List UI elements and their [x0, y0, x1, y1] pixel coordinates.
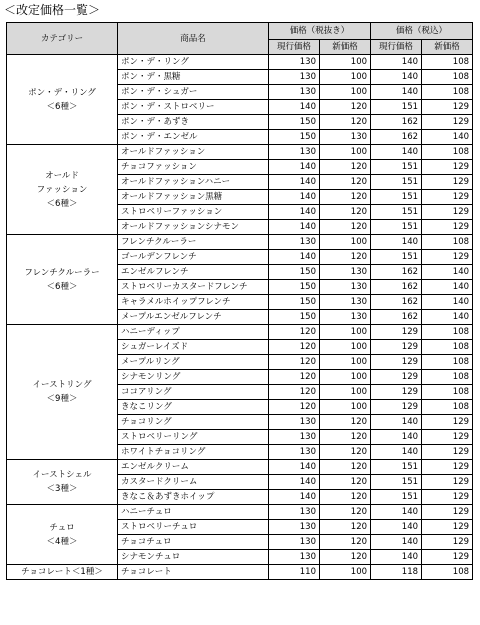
- new-price-excl-cell: 120: [320, 475, 371, 490]
- product-name-cell: ストロベリーカスタードフレンチ: [118, 280, 269, 295]
- new-price-incl-cell: 129: [422, 445, 473, 460]
- current-price-incl-cell: 151: [371, 475, 422, 490]
- current-price-incl-cell: 140: [371, 235, 422, 250]
- product-name-cell: シュガーレイズド: [118, 340, 269, 355]
- current-price-excl-cell: 120: [269, 370, 320, 385]
- header-current-price-excl: 現行価格: [269, 40, 320, 55]
- current-price-excl-cell: 140: [269, 100, 320, 115]
- new-price-excl-cell: 120: [320, 490, 371, 505]
- current-price-excl-cell: 130: [269, 235, 320, 250]
- new-price-incl-cell: 129: [422, 475, 473, 490]
- new-price-incl-cell: 129: [422, 505, 473, 520]
- category-count: ＜4種＞: [46, 536, 78, 547]
- current-price-excl-cell: 150: [269, 280, 320, 295]
- current-price-excl-cell: 140: [269, 460, 320, 475]
- product-name-cell: シナモンチュロ: [118, 550, 269, 565]
- product-name-cell: ポン・デ・シュガー: [118, 85, 269, 100]
- current-price-excl-cell: 130: [269, 550, 320, 565]
- product-name-cell: きなこ＆あずきホイップ: [118, 490, 269, 505]
- current-price-incl-cell: 140: [371, 70, 422, 85]
- category-count: ＜6種＞: [46, 281, 78, 292]
- current-price-excl-cell: 120: [269, 400, 320, 415]
- current-price-incl-cell: 162: [371, 115, 422, 130]
- current-price-excl-cell: 150: [269, 130, 320, 145]
- new-price-incl-cell: 108: [422, 145, 473, 160]
- current-price-excl-cell: 140: [269, 190, 320, 205]
- current-price-incl-cell: 140: [371, 415, 422, 430]
- current-price-excl-cell: 120: [269, 355, 320, 370]
- new-price-excl-cell: 100: [320, 400, 371, 415]
- current-price-excl-cell: 150: [269, 295, 320, 310]
- product-name-cell: カスタードクリーム: [118, 475, 269, 490]
- current-price-incl-cell: 151: [371, 460, 422, 475]
- current-price-incl-cell: 140: [371, 55, 422, 70]
- current-price-excl-cell: 130: [269, 505, 320, 520]
- new-price-excl-cell: 120: [320, 415, 371, 430]
- product-name-cell: ゴールデンフレンチ: [118, 250, 269, 265]
- new-price-excl-cell: 100: [320, 385, 371, 400]
- current-price-incl-cell: 151: [371, 205, 422, 220]
- header-product: 商品名: [118, 23, 269, 55]
- product-name-cell: フレンチクルーラー: [118, 235, 269, 250]
- current-price-excl-cell: 140: [269, 175, 320, 190]
- new-price-incl-cell: 140: [422, 310, 473, 325]
- new-price-excl-cell: 120: [320, 100, 371, 115]
- table-body: [7, 55, 473, 580]
- new-price-incl-cell: 129: [422, 415, 473, 430]
- category-name: イーストリング: [32, 380, 92, 390]
- product-name-cell: オールドファッション: [118, 145, 269, 160]
- new-price-incl-cell: 129: [422, 220, 473, 235]
- current-price-incl-cell: 118: [371, 565, 422, 580]
- table-row: [7, 460, 473, 475]
- product-name-cell: ポン・デ・リング: [118, 55, 269, 70]
- current-price-excl-cell: 140: [269, 160, 320, 175]
- new-price-incl-cell: 129: [422, 205, 473, 220]
- category-name: ポン・デ・リング: [28, 87, 96, 98]
- product-name-cell: ポン・デ・あずき: [118, 115, 269, 130]
- current-price-excl-cell: 130: [269, 55, 320, 70]
- product-name-cell: ハニーディップ: [118, 325, 269, 340]
- new-price-incl-cell: 140: [422, 265, 473, 280]
- current-price-excl-cell: 120: [269, 325, 320, 340]
- price-table: [6, 22, 473, 580]
- current-price-incl-cell: 162: [371, 265, 422, 280]
- current-price-incl-cell: 140: [371, 85, 422, 100]
- new-price-incl-cell: 108: [422, 400, 473, 415]
- new-price-excl-cell: 120: [320, 460, 371, 475]
- current-price-incl-cell: 162: [371, 310, 422, 325]
- new-price-incl-cell: 129: [422, 100, 473, 115]
- new-price-incl-cell: 129: [422, 175, 473, 190]
- new-price-incl-cell: 129: [422, 520, 473, 535]
- current-price-incl-cell: 140: [371, 430, 422, 445]
- current-price-excl-cell: 130: [269, 70, 320, 85]
- new-price-excl-cell: 100: [320, 325, 371, 340]
- current-price-excl-cell: 150: [269, 310, 320, 325]
- new-price-incl-cell: 108: [422, 340, 473, 355]
- product-name-cell: ポン・デ・ストロベリー: [118, 100, 269, 115]
- current-price-excl-cell: 130: [269, 145, 320, 160]
- current-price-incl-cell: 162: [371, 280, 422, 295]
- current-price-incl-cell: 162: [371, 295, 422, 310]
- new-price-excl-cell: 100: [320, 340, 371, 355]
- product-name-cell: ココアリング: [118, 385, 269, 400]
- product-name-cell: ハニーチュロ: [118, 505, 269, 520]
- new-price-incl-cell: 108: [422, 325, 473, 340]
- current-price-excl-cell: 140: [269, 205, 320, 220]
- product-name-cell: ポン・デ・エンゼル: [118, 130, 269, 145]
- new-price-excl-cell: 120: [320, 190, 371, 205]
- header-current-price-incl: 現行価格: [371, 40, 422, 55]
- current-price-excl-cell: 110: [269, 565, 320, 580]
- current-price-incl-cell: 151: [371, 490, 422, 505]
- current-price-incl-cell: 151: [371, 100, 422, 115]
- product-name-cell: きなこリング: [118, 400, 269, 415]
- table-header: [7, 23, 473, 55]
- new-price-incl-cell: 129: [422, 430, 473, 445]
- new-price-excl-cell: 100: [320, 145, 371, 160]
- new-price-excl-cell: 120: [320, 175, 371, 190]
- new-price-excl-cell: 130: [320, 265, 371, 280]
- table-row: [7, 505, 473, 520]
- new-price-excl-cell: 120: [320, 115, 371, 130]
- current-price-excl-cell: 140: [269, 250, 320, 265]
- current-price-incl-cell: 129: [371, 370, 422, 385]
- current-price-incl-cell: 151: [371, 175, 422, 190]
- new-price-excl-cell: 100: [320, 70, 371, 85]
- current-price-excl-cell: 150: [269, 265, 320, 280]
- category-name: オールド: [45, 170, 79, 181]
- new-price-excl-cell: 120: [320, 250, 371, 265]
- new-price-incl-cell: 140: [422, 280, 473, 295]
- new-price-incl-cell: 108: [422, 85, 473, 100]
- current-price-incl-cell: 140: [371, 445, 422, 460]
- product-name-cell: オールドファッションシナモン: [118, 220, 269, 235]
- new-price-excl-cell: 120: [320, 220, 371, 235]
- new-price-incl-cell: 129: [422, 460, 473, 475]
- product-name-cell: チョコチュロ: [118, 535, 269, 550]
- current-price-incl-cell: 140: [371, 550, 422, 565]
- new-price-incl-cell: 108: [422, 370, 473, 385]
- new-price-excl-cell: 120: [320, 430, 371, 445]
- table-row: [7, 55, 473, 70]
- category-cell: [7, 55, 118, 145]
- current-price-excl-cell: 130: [269, 445, 320, 460]
- new-price-excl-cell: 100: [320, 55, 371, 70]
- new-price-excl-cell: 120: [320, 520, 371, 535]
- current-price-incl-cell: 140: [371, 520, 422, 535]
- current-price-excl-cell: 130: [269, 415, 320, 430]
- category-cell: [7, 235, 118, 325]
- new-price-excl-cell: 120: [320, 535, 371, 550]
- current-price-incl-cell: 140: [371, 535, 422, 550]
- header-new-price-incl: 新価格: [422, 40, 473, 55]
- current-price-excl-cell: 130: [269, 430, 320, 445]
- product-name-cell: キャラメルホイップフレンチ: [118, 295, 269, 310]
- current-price-incl-cell: 129: [371, 340, 422, 355]
- table-row: [7, 145, 473, 160]
- current-price-excl-cell: 140: [269, 490, 320, 505]
- current-price-incl-cell: 162: [371, 130, 422, 145]
- category-count: ＜3種＞: [46, 484, 78, 494]
- current-price-excl-cell: 140: [269, 220, 320, 235]
- new-price-incl-cell: 129: [422, 115, 473, 130]
- current-price-incl-cell: 129: [371, 355, 422, 370]
- header-price-excl-tax: 価格（税抜き）: [269, 23, 371, 40]
- new-price-excl-cell: 120: [320, 160, 371, 175]
- category-cell: [7, 145, 118, 235]
- category-cell: [7, 565, 118, 580]
- new-price-excl-cell: 130: [320, 295, 371, 310]
- category-cell: [7, 325, 118, 460]
- product-name-cell: メープルリング: [118, 355, 269, 370]
- new-price-excl-cell: 120: [320, 205, 371, 220]
- new-price-excl-cell: 100: [320, 85, 371, 100]
- new-price-incl-cell: 108: [422, 355, 473, 370]
- product-name-cell: メープルエンゼルフレンチ: [118, 310, 269, 325]
- header-price-incl-tax: 価格（税込）: [371, 23, 473, 40]
- product-name-cell: チョコファッション: [118, 160, 269, 175]
- new-price-incl-cell: 129: [422, 535, 473, 550]
- product-name-cell: ストロベリーチュロ: [118, 520, 269, 535]
- product-name-cell: ストロベリーリング: [118, 430, 269, 445]
- category-name: チュロ: [49, 522, 75, 533]
- current-price-incl-cell: 140: [371, 145, 422, 160]
- category-count: ＜9種＞: [46, 394, 78, 404]
- category-name: フレンチクルーラー: [24, 267, 100, 278]
- new-price-excl-cell: 130: [320, 130, 371, 145]
- current-price-excl-cell: 130: [269, 85, 320, 100]
- table-row: [7, 565, 473, 580]
- new-price-incl-cell: 108: [422, 235, 473, 250]
- new-price-incl-cell: 108: [422, 70, 473, 85]
- new-price-incl-cell: 129: [422, 160, 473, 175]
- category-name: イーストシェル: [32, 470, 92, 480]
- product-name-cell: ストロベリーファッション: [118, 205, 269, 220]
- new-price-incl-cell: 129: [422, 250, 473, 265]
- product-name-cell: チョコレート: [118, 565, 269, 580]
- header-category: カテゴリー: [7, 23, 118, 55]
- current-price-excl-cell: 150: [269, 115, 320, 130]
- new-price-excl-cell: 120: [320, 505, 371, 520]
- category-count: ＜6種＞: [46, 101, 78, 112]
- current-price-excl-cell: 120: [269, 385, 320, 400]
- new-price-incl-cell: 140: [422, 130, 473, 145]
- new-price-excl-cell: 100: [320, 370, 371, 385]
- current-price-excl-cell: 120: [269, 340, 320, 355]
- current-price-incl-cell: 129: [371, 385, 422, 400]
- table-row: [7, 235, 473, 250]
- product-name-cell: エンゼルクリーム: [118, 460, 269, 475]
- current-price-incl-cell: 151: [371, 220, 422, 235]
- new-price-excl-cell: 100: [320, 355, 371, 370]
- page-title: ＜改定価格一覧＞: [4, 3, 101, 17]
- new-price-incl-cell: 129: [422, 190, 473, 205]
- category-cell: [7, 505, 118, 565]
- category-cell: [7, 460, 118, 505]
- new-price-incl-cell: 108: [422, 385, 473, 400]
- current-price-incl-cell: 151: [371, 250, 422, 265]
- category-name: チョコレート＜1種＞: [21, 567, 103, 577]
- current-price-incl-cell: 129: [371, 400, 422, 415]
- product-name-cell: エンゼルフレンチ: [118, 265, 269, 280]
- header-new-price-excl: 新価格: [320, 40, 371, 55]
- current-price-incl-cell: 151: [371, 160, 422, 175]
- new-price-excl-cell: 130: [320, 310, 371, 325]
- current-price-incl-cell: 140: [371, 505, 422, 520]
- product-name-cell: ポン・デ・黒糖: [118, 70, 269, 85]
- new-price-incl-cell: 140: [422, 295, 473, 310]
- new-price-incl-cell: 108: [422, 55, 473, 70]
- product-name-cell: チョコリング: [118, 415, 269, 430]
- current-price-excl-cell: 130: [269, 520, 320, 535]
- new-price-excl-cell: 120: [320, 445, 371, 460]
- product-name-cell: シナモンリング: [118, 370, 269, 385]
- product-name-cell: ホワイトチョコリング: [118, 445, 269, 460]
- new-price-excl-cell: 120: [320, 550, 371, 565]
- new-price-excl-cell: 130: [320, 280, 371, 295]
- category-name: ファッション: [36, 184, 88, 195]
- product-name-cell: オールドファッション黒糖: [118, 190, 269, 205]
- new-price-excl-cell: 100: [320, 235, 371, 250]
- current-price-excl-cell: 130: [269, 535, 320, 550]
- current-price-incl-cell: 129: [371, 325, 422, 340]
- table-row: [7, 325, 473, 340]
- new-price-excl-cell: 100: [320, 565, 371, 580]
- current-price-excl-cell: 140: [269, 475, 320, 490]
- product-name-cell: オールドファッションハニー: [118, 175, 269, 190]
- new-price-incl-cell: 129: [422, 550, 473, 565]
- new-price-incl-cell: 129: [422, 490, 473, 505]
- current-price-incl-cell: 151: [371, 190, 422, 205]
- category-count: ＜6種＞: [46, 198, 78, 209]
- new-price-incl-cell: 108: [422, 565, 473, 580]
